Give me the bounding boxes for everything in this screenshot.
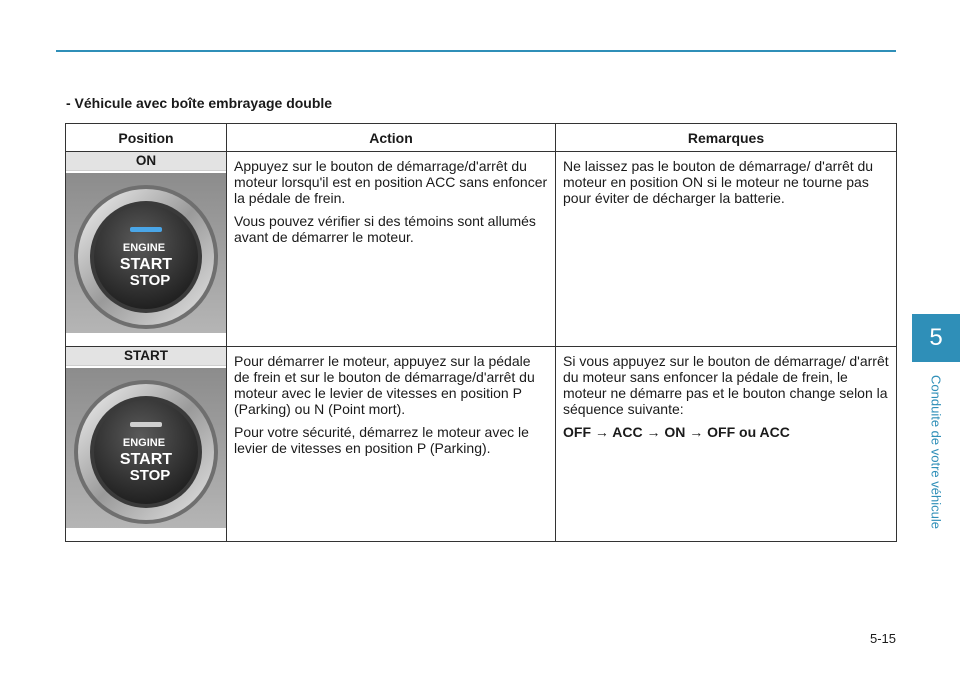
button-text-start: START [119,256,173,273]
start-button-table [65,123,897,542]
position-cell [66,152,227,347]
section-title: - Véhicule avec boîte embrayage double [66,95,333,111]
engine-start-stop-button-icon [66,173,226,333]
action-cell [227,152,556,347]
button-text-engine: ENGINE [122,437,166,449]
table-row [66,347,897,542]
action-text: Appuyez sur le bouton de démarrage/d'arrêt du moteur lorsqu'il est en position ACC sans enfoncer la pédale de frein. [234,158,548,206]
chapter-number-tab: 5 [912,314,960,362]
chapter-title: Conduite de votre véhicule [928,375,944,529]
position-label: ON [66,152,226,171]
button-text-stop: STOP [129,467,171,484]
page-number: 5-15 [869,631,896,646]
column-header-action: Action [227,124,556,152]
top-divider [56,50,896,52]
engine-start-stop-button-icon [66,368,226,528]
position-label: START [66,347,226,366]
action-text: Pour démarrer le moteur, appuyez sur la pédale de frein et sur le bouton de démarrage/d'arrêt du moteur avec le levier de vitesses en position P (Parking) ou N (Point mort). [234,353,535,417]
table-row [66,152,897,347]
sequence-text: OFF → ACC → ON → OFF ou ACC [563,424,790,440]
button-text-start: START [119,451,173,468]
indicator-light [130,227,162,232]
remarks-cell [556,152,897,347]
remarks-text: Ne laissez pas le bouton de démarrage/ d'arrêt du moteur en position ON si le moteur ne tourne pas pour éviter de décharger la batterie. [563,158,874,206]
remarks-cell [556,347,897,542]
column-header-position: Position [66,124,227,152]
indicator-light [130,422,162,427]
button-text-stop: STOP [129,272,171,289]
remarks-text: Si vous appuyez sur le bouton de démarrage/ d'arrêt du moteur sans enfoncer la pédale de frein, le moteur ne démarre pas et le bouton change selon la séquence suivante: [563,353,889,417]
action-text: Pour votre sécurité, démarrez le moteur avec le levier de vitesses en position P (Parking). [234,424,529,456]
position-cell [66,347,227,542]
table-header-row [66,124,897,152]
action-text: Vous pouvez vérifier si des témoins sont allumés avant de démarrer le moteur. [234,213,536,245]
button-text-engine: ENGINE [122,242,166,254]
column-header-remarks: Remarques [556,124,897,152]
action-cell [227,347,556,542]
